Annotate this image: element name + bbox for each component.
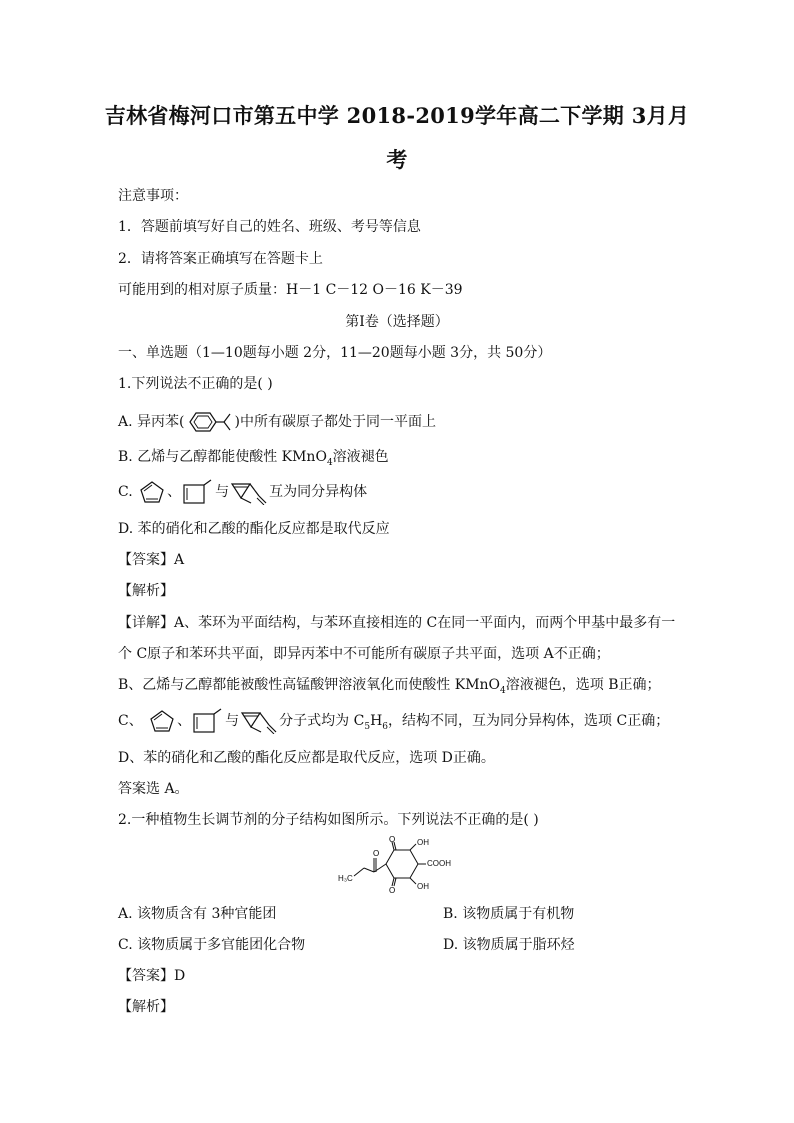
structure-label-oh-bottom: OH — [417, 882, 429, 891]
question-1-detail-4 — [118, 708, 669, 736]
molecule-structure-figure — [336, 836, 466, 894]
methylcyclobutadiene-structure-icon — [191, 708, 225, 734]
question-1-analysis: 【解析】 — [118, 583, 174, 599]
detail-4-subscript-1: 5 — [364, 721, 371, 732]
cumene-structure-icon — [184, 411, 234, 433]
question-1-option-c — [118, 479, 367, 505]
atomic-masses: 可能用到的相对原子质量：H－1 C－12 O－16 K－39 — [118, 282, 463, 298]
detail-3-prefix: B、乙烯与乙醇都能被酸性高锰酸钾溶液氧化而使酸性 KMnO — [118, 677, 501, 693]
question-1-stem: 1.下列说法不正确的是( ) — [118, 376, 273, 392]
vinylcyclopropene-structure-icon — [239, 708, 279, 734]
question-1-answer: 【答案】A — [118, 552, 185, 568]
question-2-option-a: A. 该物质含有 3种官能团 — [118, 906, 277, 922]
detail-4-subscript-2: 6 — [382, 721, 389, 732]
detail-3-subscript: 4 — [500, 685, 506, 696]
question-1-option-d: D. 苯的硝化和乙酸的酯化反应都是取代反应 — [118, 521, 390, 537]
option-b-suffix: 溶液褪色 — [332, 449, 389, 465]
question-2-analysis: 【解析】 — [118, 999, 174, 1015]
question-1-option-a — [118, 411, 436, 433]
svg-text:O: O — [389, 836, 396, 844]
structure-label-h3c: H₃C — [338, 874, 353, 883]
question-2-option-d: D. 该物质属于脂环烃 — [443, 937, 575, 953]
note-item-1: 1．答题前填写好自己的姓名、班级、考号等信息 — [118, 219, 421, 235]
question-2-answer: 【答案】D — [118, 968, 186, 984]
question-1-detail-1: 【详解】A、苯环为平面结构，与苯环直接相连的 C在同一平面内，而两个甲基中最多有一 — [118, 615, 676, 631]
question-2-option-b: B. 该物质属于有机物 — [443, 906, 575, 922]
page-title-continued: 考 — [386, 147, 408, 172]
detail-4-label: C、 — [118, 713, 143, 729]
cyclopentadiene-structure-icon — [137, 479, 167, 505]
note-item-2: 2．请将答案正确填写在答题卡上 — [118, 251, 323, 267]
svg-text:O: O — [389, 886, 396, 894]
detail-3-suffix: 溶液褪色，选项 B正确； — [505, 677, 661, 693]
notes-heading: 注意事项： — [118, 188, 188, 204]
option-a-prefix: A. 异丙苯( — [118, 414, 185, 430]
structure-label-cooh: COOH — [427, 859, 451, 868]
svg-text:O: O — [373, 849, 380, 858]
question-1-detail-2: 个 C原子和苯环共平面，即异丙苯中不可能所有碳原子共平面，选项 A不正确； — [118, 646, 610, 662]
option-c-separator-1: 、 — [167, 484, 182, 500]
option-b-prefix: B. 乙烯与乙醇都能使酸性 KMnO — [118, 449, 327, 465]
option-c-separator-2: 与 — [215, 484, 230, 500]
detail-4-separator-1: 、 — [177, 713, 192, 729]
detail-4-middle: H — [370, 713, 383, 729]
detail-4-suffix: ，结构不同，互为同分异构体，选项 C正确； — [388, 713, 670, 729]
question-1-option-b — [118, 448, 389, 472]
detail-4-prefix: 分子式均为 C — [279, 713, 365, 729]
question-2-stem: 2.一种植物生长调节剂的分子结构如图所示。下列说法不正确的是( ) — [118, 812, 539, 828]
part-one-heading: 一、单选题（1—10题每小题 2分，11—20题每小题 3分，共 50分） — [118, 345, 552, 361]
question-1-detail-5: D、苯的硝化和乙酸的酯化反应都是取代反应，选项 D正确。 — [118, 750, 495, 766]
option-c-label: C. — [118, 484, 133, 500]
methylcyclobutadiene-structure-icon — [181, 479, 215, 505]
detail-4-separator-2: 与 — [225, 713, 240, 729]
option-a-suffix: )中所有碳原子都处于同一平面上 — [234, 414, 436, 430]
section-title: 第I卷（选择题） — [345, 314, 449, 330]
question-1-conclusion: 答案选 A。 — [118, 781, 189, 797]
option-b-subscript: 4 — [326, 457, 333, 468]
structure-label-oh-top: OH — [417, 838, 429, 847]
question-1-detail-3 — [118, 676, 661, 700]
page-title: 吉林省梅河口市第五中学 2018-2019学年高二下学期 3月月 — [104, 103, 690, 128]
question-2-option-c: C. 该物质属于多官能团化合物 — [118, 937, 306, 953]
vinylcyclopropene-structure-icon — [229, 479, 269, 505]
cyclopentadiene-structure-icon — [147, 708, 177, 734]
option-c-suffix: 互为同分异构体 — [269, 484, 368, 500]
